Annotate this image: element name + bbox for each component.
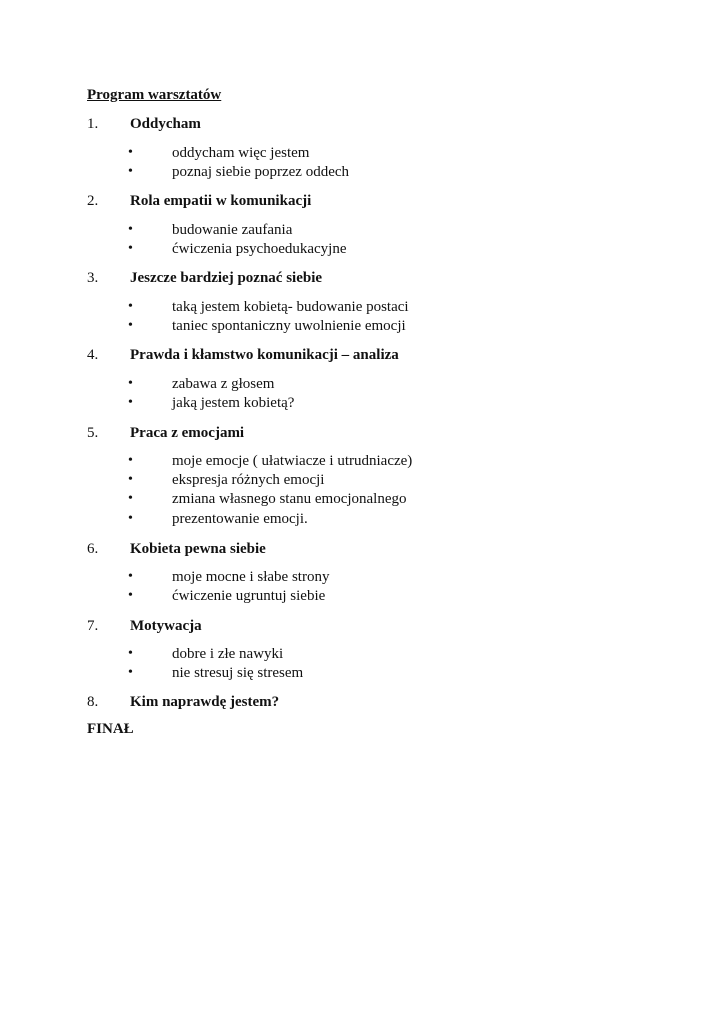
section-number: 8. <box>87 694 99 710</box>
section-number: 6. <box>87 541 99 557</box>
bullet-icon: • <box>128 395 133 410</box>
list-item: zabawa z głosem <box>172 376 275 392</box>
list-item: taką jestem kobietą- budowanie postaci <box>172 299 409 315</box>
list-item: poznaj siebie poprzez oddech <box>172 164 350 180</box>
bullet-icon: • <box>128 646 133 661</box>
list-item: dobre i złe nawyki <box>172 646 284 662</box>
section-number: 3. <box>87 270 99 286</box>
section-title: Kobieta pewna siebie <box>130 541 266 557</box>
list-item: budowanie zaufania <box>172 222 293 238</box>
section-number: 4. <box>87 347 99 363</box>
list-item: prezentowanie emocji. <box>172 511 308 527</box>
section-title: Kim naprawdę jestem? <box>130 694 280 710</box>
bullet-icon: • <box>128 472 133 487</box>
section-title: Rola empatii w komunikacji <box>130 193 312 209</box>
list-item: ćwiczenia psychoedukacyjne <box>172 241 347 257</box>
section-title: Praca z emocjami <box>130 425 245 441</box>
final-heading: FINAŁ <box>87 721 134 737</box>
list-item: moje mocne i słabe strony <box>172 569 330 585</box>
bullet-icon: • <box>128 318 133 333</box>
document-title: Program warsztatów <box>87 87 222 103</box>
bullet-icon: • <box>128 569 133 584</box>
bullet-icon: • <box>128 241 133 256</box>
list-item: jaką jestem kobietą? <box>172 395 295 411</box>
list-item: taniec spontaniczny uwolnienie emocji <box>172 318 406 334</box>
list-item: oddycham więc jestem <box>172 145 310 161</box>
list-item: ekspresja różnych emocji <box>172 472 325 488</box>
section-title: Prawda i kłamstwo komunikacji – analiza <box>130 347 399 363</box>
list-item: nie stresuj się stresem <box>172 665 304 681</box>
bullet-icon: • <box>128 376 133 391</box>
bullet-icon: • <box>128 588 133 603</box>
bullet-icon: • <box>128 453 133 468</box>
section-title: Motywacja <box>130 618 202 634</box>
section-number: 2. <box>87 193 99 209</box>
bullet-icon: • <box>128 491 133 506</box>
section-number: 5. <box>87 425 99 441</box>
bullet-icon: • <box>128 665 133 680</box>
section-title: Oddycham <box>130 116 201 132</box>
bullet-icon: • <box>128 511 133 526</box>
section-number: 1. <box>87 116 99 132</box>
list-item: ćwiczenie ugruntuj siebie <box>172 588 326 604</box>
list-item: moje emocje ( ułatwiacze i utrudniacze) <box>172 453 413 469</box>
bullet-icon: • <box>128 299 133 314</box>
list-item: zmiana własnego stanu emocjonalnego <box>172 491 407 507</box>
section-title: Jeszcze bardziej poznać siebie <box>130 270 323 286</box>
bullet-icon: • <box>128 145 133 160</box>
bullet-icon: • <box>128 164 133 179</box>
section-number: 7. <box>87 618 99 634</box>
bullet-icon: • <box>128 222 133 237</box>
